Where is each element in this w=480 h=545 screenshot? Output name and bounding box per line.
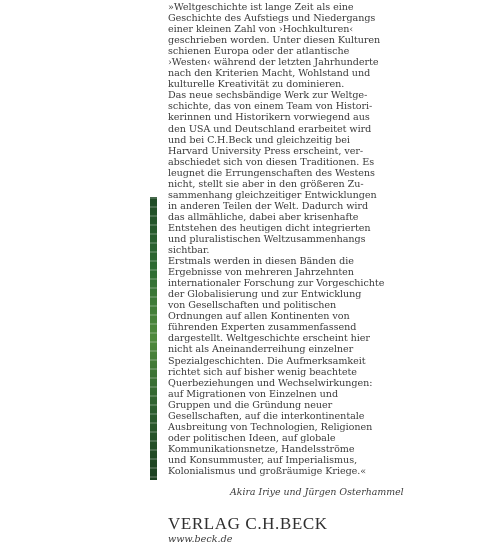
blurb-line: Geschichte des Aufstiegs und Niedergangs: [168, 13, 376, 25]
blurb-line: Entstehen des heutigen dicht integrierten: [168, 222, 371, 234]
blurb-line: oder politischen Ideen, auf globale: [168, 432, 336, 444]
blurb-line: den USA und Deutschland erarbeitet wird: [168, 123, 372, 135]
blurb-line: und bei C.H.Beck und gleichzeitig bei: [168, 134, 350, 146]
blurb-line: geschrieben worden. Unter diesen Kulturen: [168, 35, 381, 47]
blurb-line: Ausbreitung von Technologien, Religionen: [168, 421, 373, 433]
blurb-line: nicht, stellt sie aber in den größeren Zu-: [168, 178, 364, 190]
blurb-line: Ergebnisse von mehreren Jahrzehnten: [168, 267, 354, 279]
blurb-line: Das neue sechsbändige Werk zur Weltge-: [168, 90, 368, 102]
blurb-line: Kommunikationsnetze, Handelsströme: [168, 443, 355, 455]
blurb-line: einer kleinen Zahl von ›Hochkulturen‹: [168, 24, 354, 36]
blurb-line: Ordnungen auf allen Kontinenten von: [168, 311, 350, 323]
blurb-line: Erstmals werden in diesen Bänden die: [168, 256, 354, 268]
blurb-line: kerinnen und Historikern vorwiegend aus: [168, 112, 370, 124]
blurb-line: nach den Kriterien Macht, Wohlstand und: [168, 68, 371, 80]
blurb-line: Spezialgeschichten. Die Aufmerksamkeit: [168, 355, 366, 367]
blurb-line: führenden Experten zusammenfassend: [168, 322, 357, 334]
blurb-line: »Weltgeschichte ist lange Zeit als eine: [168, 2, 354, 13]
blurb-line: Harvard University Press erscheint, ver-: [168, 145, 364, 157]
blurb-line: das allmähliche, dabei aber krisenhafte: [168, 211, 359, 223]
blurb-text: [168, 2, 472, 477]
blurb-line: sammenhang gleichzeitiger Entwicklungen: [168, 189, 377, 201]
blurb-line: sichtbar.: [168, 245, 210, 257]
blurb-line: Gruppen und die Gründung neuer: [168, 399, 333, 411]
blurb-line: nicht als Aneinanderreihung einzelner: [168, 344, 354, 356]
blurb-line: und pluralistischen Weltzusammenhangs: [168, 233, 366, 245]
blurb-line: schichte, das von einem Team von Histori-: [168, 101, 373, 113]
blurb-line: Kolonialismus und großräumige Kriege.«: [168, 465, 367, 477]
blurb-line: kulturelle Kreativität zu dominieren.: [168, 79, 345, 91]
blurb-line: der Globalisierung und zur Entwicklung: [168, 289, 362, 301]
blurb-line: und Konsummuster, auf Imperialismus,: [168, 454, 358, 466]
blurb-line: Querbeziehungen und Wechselwirkungen:: [168, 377, 373, 389]
editors-signature: Akira Iriye und Jürgen Osterhammel: [230, 487, 404, 499]
blurb-line: dargestellt. Weltgeschichte erscheint hier: [168, 333, 370, 345]
blurb-line: ›Westen‹ während der letzten Jahrhunderte: [168, 57, 379, 69]
blurb-line: auf Migrationen von Einzelnen und: [168, 388, 339, 400]
publisher-url: www.beck.de: [168, 534, 233, 545]
blurb-line: in anderen Teilen der Welt. Dadurch wird: [168, 200, 369, 212]
blurb-line: von Gesellschaften und politischen: [168, 300, 337, 312]
spine-image-strip: [150, 197, 157, 480]
blurb-line: abschiedet sich von diesen Traditionen. Es: [168, 156, 375, 168]
blurb-line: richtet sich auf bisher wenig beachtete: [168, 366, 357, 378]
blurb-line: Gesellschaften, auf die interkontinentale: [168, 410, 365, 422]
blurb-line: internationaler Forschung zur Vorgeschichte: [168, 278, 385, 290]
publisher-name: VERLAG C.H.BECK: [168, 514, 328, 534]
blurb-line: leugnet die Errungenschaften des Westens: [168, 167, 375, 179]
blurb-line: schienen Europa oder der atlantische: [168, 46, 350, 58]
back-cover-text-block: [168, 2, 472, 545]
